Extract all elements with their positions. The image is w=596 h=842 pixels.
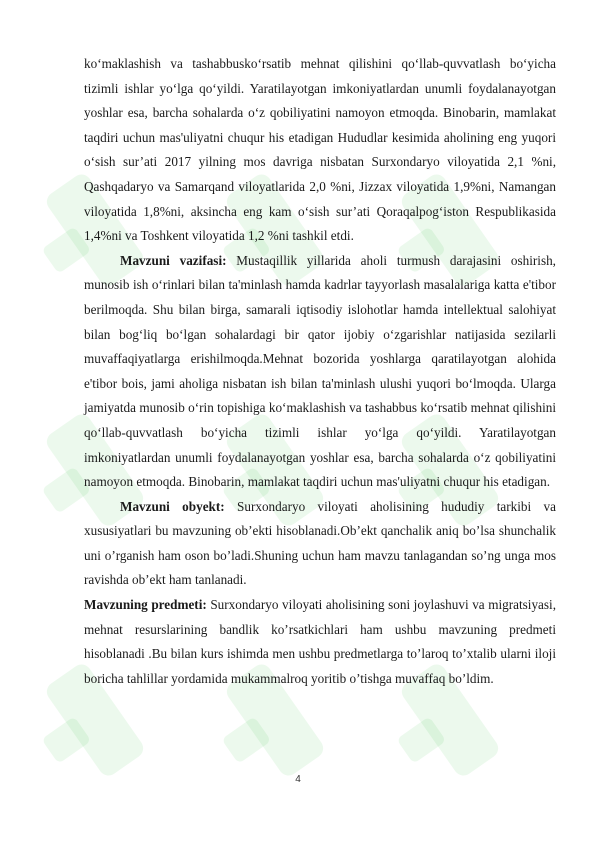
paragraph-obyekt-text: Surxondaryo viloyati aholisining hududiy tarkibi va xususiyatlari bu mavzuning ob’ekti hisoblanadi.Ob’ekt qanchalik aniq bo’lsa shunchalik uni o’rganish ham oson bo’ladi.Shuning uchun ham mavzu tanlagandan so’ng unga mos ravishda ob’ekt ham tanlanadi. <box>84 498 557 588</box>
paragraph-predmeti-text: Surxondaryo viloyati aholisining soni joylashuvi va migratsiyasi, mehnat resurslarining bandlik ko’rsatkichlari ham ushbu mavzuning predmeti hisoblanadi .Bu bilan kurs ishimda men ushbu predmetlarga to’laroq to’xtalib ularni iloji boricha tahlillar yordamida mukammalroq yoritib o’tishga muvaffaq bo’ldim. <box>84 597 557 686</box>
page-number: 4 <box>295 774 301 785</box>
paragraph-predmeti <box>84 593 556 691</box>
paragraph-vazifasi <box>84 249 556 495</box>
paragraph-vazifasi-text: Mustaqillik yillarida aholi turmush darajasini oshirish, munosib ish o‘rinlari bilan ta'minlash hamda kadrlar tayyorlash masalalariga katta e'tibor berilmoqda. Shu bilan birga, samarali iqtisodiy islohotlar hamda intellektual salohiyat bilan bog‘liq bo‘lgan sohalardagi bir qator ijobiy o‘zgarishlar natijasida sezilarli muvaffaqiyatlarga erishilmoqda.Mehnat bozorida yoshlarga qaratilayotgan alohida e'tibor bois, jami aholiga nisbatan ish bilan ta'minlash ulushi yuqori bo‘lmoqda. Ularga jamiyatda munosib o‘rin topishiga ko‘maklashish va tashabbus ko‘rsatib mehnat qilishini qo‘llab-quvvatlash bo‘yicha tizimli ishlar yo‘lga qo‘yildi. Yaratilayotgan imkoniyatlardan unumli foydalanayotgan yoshlar esa, barcha sohalarda o‘z qobiliyatini namoyon etmoqda. Binobarin, mamlakat taqdiri uchun mas'uliyatni chuqur his etadigan. <box>84 252 556 490</box>
paragraph-obyekt <box>84 495 556 593</box>
paragraph-obyekt-heading: Mavzuni obyekt: <box>120 498 225 514</box>
paragraph-intro-text: ko‘maklashish va tashabbusko‘rsatib mehnat qilishini qo‘llab-quvvatlash bo‘yicha tizimli ishlar yo‘lga qo‘yildi. Yaratilayotgan imkoniyatlardan unumli foydalanayotgan yoshlar esa, barcha sohalarda o‘z qobiliyatini namoyon etmoqda. Binobarin, mamlakat taqdiri uchun mas'uliyatni chuqur his etadigan Hududlar kesimida aholining eng yuqori o‘sish sur’ati 2017 yilning mos davriga nisbatan Surxondaryo viloyatida 2,1 %ni, Qashqadaryo va Samarqand viloyatlarida 2,0 %ni, Jizzax viloyatida 1,9%ni, Namangan viloyatida 1,8%ni, aksincha eng kam o‘sish sur’ati Qoraqalpog‘iston Respublikasida 1,4%ni va Toshkent viloyatida 1,2 %ni tashkil etdi. <box>84 56 556 244</box>
paragraph-vazifasi-heading: Mavzuni vazifasi: <box>120 252 227 268</box>
paragraph-predmeti-heading: Mavzuning predmeti: <box>84 597 207 613</box>
paragraph-intro <box>84 52 556 249</box>
document-body <box>84 52 556 691</box>
